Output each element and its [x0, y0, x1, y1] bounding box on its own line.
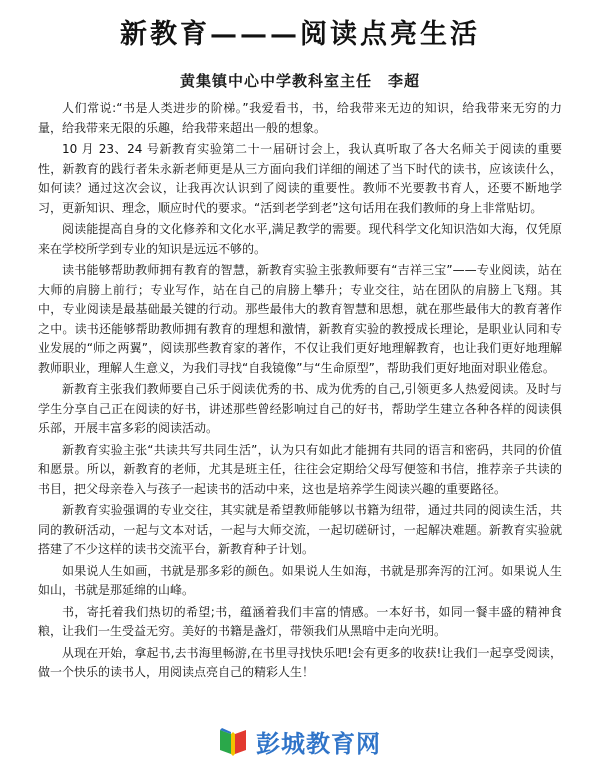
paragraph-9: 书，寄托着我们热切的希望;书，蕴涵着我们丰富的情感。一本好书，如同一餐丰盛的精神食粮，让我们一生受益无穷。美好的书籍是盏灯，带领我们从黑暗中走向光明。	[38, 604, 562, 638]
article-title: 新教育———阅读点亮生活	[120, 19, 480, 50]
paragraph-2: 10 月 23、24 号新教育实验第二十一届研讨会上，我认真听取了各大名师关于阅读的重要性，新教育的践行者朱永新老师更是从三方面向我们详细的阐述了当下时代的读书，应该读什么，如何读？通过这次会议，让我再次认识到了阅读的重要性。教师不光要教书育人，还要不断地学习，更新知识、理念，顺应时代的要求。“活到老学到老”这句话用在我们教师的身上非常贴切。	[38, 142, 562, 215]
paragraph-8: 如果说人生如画，书就是那多彩的颜色。如果说人生如海，书就是那奔泻的江河。如果说人生如山，书就是那延绵的山峰。	[38, 563, 562, 597]
author-line: 黄集镇中心中学教科室主任 李超	[179, 72, 420, 90]
paragraph-3: 阅读能提高自身的文化修养和文化水平,满足教学的需要。现代科学文化知识浩如大海，仅凭原来在学校所学到专业的知识是远远不够的。	[38, 222, 562, 256]
paragraph-4: 读书能够帮助教师拥有教育的智慧，新教育实验主张教师要有“吉祥三宝”——专业阅读，站在大师的肩膀上前行；专业写作，站在自己的肩膀上攀升；专业交往，站在团队的肩膀上飞翔。其中，专业阅读是最基础最关键的行动。那些最伟大的教育智慧和思想，就在那些最伟大的教育著作之中。读书还能够帮助教师拥有教育的理想和激情，新教育实验的教授成长理论，是职业认同和专业发展的“师之两翼”，阅读那些教育家的著作，不仅让我们更好地理解教育，也让我们更好地理解教师职业，理解人生意义，为我们寻找“自我镜像”与“生命原型”，帮助我们更好地面对职业倦怠。	[38, 263, 562, 375]
book-logo-icon	[216, 724, 250, 758]
paragraph-10: 从现在开始，拿起书,去书海里畅游,在书里寻找快乐吧!会有更多的收获!让我们一起享受阅读，做一个快乐的读书人，用阅读点亮自己的精彩人生！	[38, 645, 562, 679]
paragraph-6: 新教育实验主张“共读共写共同生活”，认为只有如此才能拥有共同的语言和密码，共同的价值和愿景。所以，新教育的老师，尤其是班主任，往往会定期给父母写便签和书信，推荐亲子共读的书目，把父母亲卷入与孩子一起读书的活动中来，这也是培养学生阅读兴趣的重要路径。	[38, 442, 562, 496]
paragraph-7: 新教育实验强调的专业交往，其实就是希望教师能够以书籍为纽带，通过共同的阅读生活，共同的教研活动，一起与文本对话，一起与大师交流，一起切磋研讨，一起解决难题。新教育实验就搭建了不少这样的读书交流平台，新教育种子计划。	[38, 503, 562, 556]
site-watermark	[216, 721, 436, 761]
article-body	[38, 99, 562, 683]
paragraph-1: 人们常说:“书是人类进步的阶梯。”我爱看书，书，给我带来无边的知识，给我带来无穷的力量，给我带来无限的乐趣，给我带来超出一般的想象。	[38, 101, 562, 135]
watermark-text: 彭城教育网	[256, 729, 381, 758]
paragraph-5: 新教育主张我们教师要自己乐于阅读优秀的书、成为优秀的自己,引领更多人热爱阅读。及时与学生分享自己正在阅读的好书，讲述那些曾经影响过自己的好书，帮助学生建立各种各样的阅读俱乐部，开展丰富多彩的阅读活动。	[38, 382, 562, 435]
